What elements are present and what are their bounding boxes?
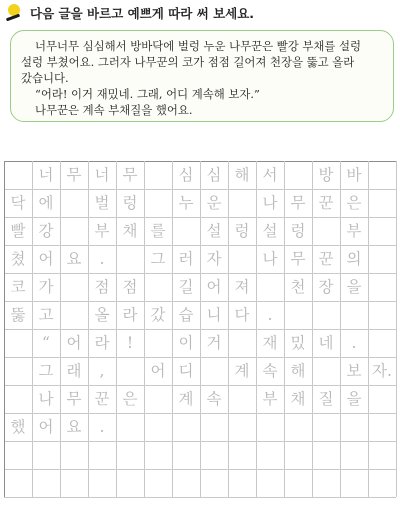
grid-cell[interactable]: 라 [94, 334, 110, 352]
grid-cell[interactable] [144, 189, 172, 217]
grid-cell[interactable] [368, 273, 396, 301]
grid-cell[interactable] [60, 469, 88, 497]
grid-cell[interactable]: 무 [290, 194, 306, 212]
grid-cell[interactable]: 채 [122, 222, 138, 240]
grid-cell[interactable] [368, 441, 396, 469]
grid-cell[interactable] [228, 329, 256, 357]
grid-cell[interactable] [200, 441, 228, 469]
grid-cell[interactable]: 그 [38, 362, 54, 380]
grid-cell[interactable]: 렁 [290, 222, 306, 240]
grid-cell[interactable]: . [267, 306, 273, 324]
grid-cell[interactable]: 부 [346, 222, 362, 240]
grid-cell[interactable] [4, 161, 32, 189]
grid-cell[interactable]: 어 [66, 334, 82, 352]
grid-cell[interactable] [368, 217, 396, 245]
grid-cell[interactable]: 습 [178, 306, 194, 324]
grid-cell[interactable]: 빨 [10, 222, 26, 240]
grid-row [4, 413, 396, 441]
grid-cell[interactable]: 렁 [122, 194, 138, 212]
pencil-circle-icon [6, 4, 24, 22]
grid-cell[interactable]: 은 [346, 194, 362, 212]
grid-cell[interactable] [340, 413, 368, 441]
grid-cell[interactable] [144, 161, 172, 189]
grid-cell[interactable] [4, 441, 32, 469]
grid-cell[interactable]: 어 [206, 278, 222, 296]
grid-cell[interactable] [144, 329, 172, 357]
grid-cell[interactable] [4, 469, 32, 497]
instruction-title: 다음 글을 바르고 예쁘게 따라 써 보세요. [30, 6, 255, 21]
grid-row [4, 385, 396, 413]
grid-cell[interactable] [32, 469, 60, 497]
grid-cell[interactable]: 벌 [94, 194, 110, 212]
grid-cell[interactable]: 누 [178, 194, 194, 212]
passage-line: 나무꾼은 계속 부채질을 했어요. [35, 103, 193, 117]
grid-cell[interactable] [368, 413, 396, 441]
grid-cell[interactable]: 요 [66, 250, 82, 268]
grid-cell[interactable]: 어 [38, 418, 54, 436]
reading-passage-box [10, 30, 394, 122]
grid-cell[interactable]: 자 [206, 250, 222, 268]
grid-cell[interactable] [88, 469, 116, 497]
grid-cell[interactable]: 서 [262, 166, 278, 184]
grid-cell[interactable]: , [99, 362, 105, 380]
grid-cell[interactable] [228, 245, 256, 273]
grid-row [4, 357, 396, 385]
grid-cell[interactable]: 코 [10, 278, 26, 296]
grid-cell[interactable]: 래 [66, 362, 82, 380]
grid-cell[interactable] [284, 441, 312, 469]
grid-cell[interactable]: 거 [206, 334, 222, 352]
grid-cell[interactable]: 러 [178, 250, 194, 268]
grid-cell[interactable]: 속 [262, 362, 278, 380]
grid-cell[interactable]: 을 [346, 278, 362, 296]
grid-cell[interactable]: 어 [38, 250, 54, 268]
grid-cell[interactable]: 나 [262, 250, 278, 268]
grid-cell[interactable]: 다 [234, 306, 250, 324]
grid-row [4, 469, 396, 497]
grid-cell[interactable]: 했 [10, 418, 26, 436]
grid-cell[interactable]: . [99, 250, 105, 268]
grid-cell[interactable]: 나 [262, 194, 278, 212]
grid-cell[interactable] [312, 469, 340, 497]
grid-cell[interactable]: 의 [346, 250, 362, 268]
grid-cell[interactable] [60, 301, 88, 329]
grid-line [396, 161, 397, 497]
grid-cell[interactable]: 꾼 [318, 194, 334, 212]
grid-cell[interactable] [4, 357, 32, 385]
grid-cell[interactable] [256, 273, 284, 301]
grid-cell[interactable]: 해 [234, 166, 250, 184]
grid-cell[interactable]: 재 [262, 334, 278, 352]
grid-row [4, 329, 396, 357]
grid-cell[interactable]: 계 [234, 362, 250, 380]
grid-cell[interactable]: 너 [94, 166, 110, 184]
grid-cell[interactable]: 렁 [234, 222, 250, 240]
grid-cell[interactable]: 길 [178, 278, 194, 296]
grid-cell[interactable] [284, 161, 312, 189]
passage-line: “어라! 이거 재밌네. 그래, 어디 계속해 보자.” [35, 87, 260, 101]
grid-cell[interactable] [4, 329, 32, 357]
grid-cell[interactable] [368, 469, 396, 497]
grid-row [4, 301, 396, 329]
grid-cell[interactable]: 설 [206, 222, 222, 240]
passage-line: 갔습니다. [21, 71, 69, 85]
grid-cell[interactable] [256, 441, 284, 469]
grid-cell[interactable]: 방 [318, 166, 334, 184]
grid-row [4, 161, 396, 189]
grid-cell[interactable] [368, 329, 396, 357]
grid-cell[interactable]: 올 [94, 306, 110, 324]
grid-line [4, 497, 396, 498]
grid-cell[interactable]: 이 [178, 334, 194, 352]
grid-cell[interactable]: 요 [66, 418, 82, 436]
grid-cell[interactable] [116, 413, 144, 441]
grid-cell[interactable] [340, 301, 368, 329]
grid-cell[interactable] [172, 441, 200, 469]
grid-cell[interactable] [172, 217, 200, 245]
grid-row [4, 217, 396, 245]
grid-cell[interactable]: 심 [178, 166, 194, 184]
grid-cell[interactable] [256, 469, 284, 497]
grid-cell[interactable] [60, 273, 88, 301]
grid-cell[interactable]: 무 [66, 166, 82, 184]
grid-cell[interactable] [88, 441, 116, 469]
grid-cell[interactable] [144, 273, 172, 301]
grid-cell[interactable] [284, 413, 312, 441]
grid-cell[interactable] [144, 413, 172, 441]
grid-cell[interactable]: 에 [38, 194, 54, 212]
grid-cell[interactable] [256, 413, 284, 441]
grid-cell[interactable] [200, 469, 228, 497]
grid-cell[interactable]: 바 [346, 166, 362, 184]
grid-cell[interactable]: 질 [318, 390, 334, 408]
grid-cell[interactable]: 너 [38, 166, 54, 184]
grid-cell[interactable]: 계 [178, 390, 194, 408]
grid-cell[interactable] [368, 161, 396, 189]
grid-cell[interactable]: 자. [372, 362, 392, 380]
grid-cell[interactable] [312, 441, 340, 469]
grid-cell[interactable]: 심 [206, 166, 222, 184]
grid-cell[interactable] [144, 385, 172, 413]
grid-cell[interactable] [144, 469, 172, 497]
grid-cell[interactable]: 꾼 [318, 250, 334, 268]
grid-cell[interactable] [116, 245, 144, 273]
grid-cell[interactable]: 설 [262, 222, 278, 240]
grid-cell[interactable] [284, 301, 312, 329]
grid-cell[interactable]: 점 [122, 278, 138, 296]
grid-cell[interactable] [200, 413, 228, 441]
grid-cell[interactable]: 가 [38, 278, 54, 296]
grid-row [4, 245, 396, 273]
grid-cell[interactable]: 라 [122, 306, 138, 324]
grid-cell[interactable] [32, 441, 60, 469]
grid-cell[interactable] [60, 217, 88, 245]
instruction-header [6, 2, 254, 24]
grid-cell[interactable]: . [351, 334, 357, 352]
grid-cell[interactable] [228, 441, 256, 469]
grid-cell[interactable]: 그 [150, 250, 166, 268]
grid-cell[interactable]: . [99, 418, 105, 436]
passage-line: 설렁 부쳤어요. 그러자 나무꾼의 코가 점점 길어져 천장을 뚫고 올라 [21, 55, 355, 69]
grid-cell[interactable]: 장 [318, 278, 334, 296]
grid-cell[interactable] [368, 189, 396, 217]
grid-cell[interactable]: 부 [262, 390, 278, 408]
grid-row [4, 273, 396, 301]
grid-cell[interactable]: ! [126, 334, 134, 352]
grid-cell[interactable] [116, 469, 144, 497]
grid-cell[interactable]: 보 [346, 362, 362, 380]
grid-cell[interactable]: 어 [150, 362, 166, 380]
grid-cell[interactable] [312, 217, 340, 245]
grid-cell[interactable]: 점 [94, 278, 110, 296]
grid-row [4, 441, 396, 469]
grid-cell[interactable] [368, 301, 396, 329]
grid-cell[interactable]: 를 [150, 222, 166, 240]
grid-cell[interactable]: 꾼 [94, 390, 110, 408]
grid-cell[interactable]: 네 [318, 334, 334, 352]
grid-cell[interactable] [340, 441, 368, 469]
passage-line: 너무너무 심심해서 방바닥에 벌렁 누운 나무꾼은 빨강 부채를 설렁 [35, 39, 362, 53]
grid-cell[interactable] [60, 441, 88, 469]
grid-cell[interactable]: 뚫 [10, 306, 26, 324]
writing-grid[interactable] [4, 161, 396, 513]
grid-cell[interactable]: 쳤 [10, 250, 26, 268]
grid-cell[interactable] [228, 189, 256, 217]
grid-cell[interactable]: 은 [122, 390, 138, 408]
grid-cell[interactable]: 을 [346, 390, 362, 408]
grid-cell[interactable]: 속 [206, 390, 222, 408]
grid-cell[interactable]: 갔 [150, 306, 166, 324]
grid-cell[interactable] [368, 245, 396, 273]
grid-cell[interactable] [228, 385, 256, 413]
grid-cell[interactable]: 무 [122, 166, 138, 184]
grid-cell[interactable]: 무 [290, 250, 306, 268]
grid-cell[interactable]: 부 [94, 222, 110, 240]
grid-cell[interactable]: 채 [290, 390, 306, 408]
grid-cell[interactable]: 닥 [10, 194, 26, 212]
grid-cell[interactable] [172, 469, 200, 497]
grid-cell[interactable] [200, 357, 228, 385]
grid-cell[interactable] [144, 441, 172, 469]
grid-cell[interactable]: 해 [290, 362, 306, 380]
grid-cell[interactable]: 고 [38, 306, 54, 324]
grid-row [4, 189, 396, 217]
grid-cell[interactable] [60, 189, 88, 217]
grid-cell[interactable] [312, 413, 340, 441]
grid-cell[interactable] [228, 413, 256, 441]
grid-cell[interactable]: 무 [66, 390, 82, 408]
grid-cell[interactable] [312, 301, 340, 329]
grid-cell[interactable]: 강 [38, 222, 54, 240]
grid-cell[interactable]: 디 [178, 362, 194, 380]
grid-cell[interactable] [4, 385, 32, 413]
grid-cell[interactable] [116, 441, 144, 469]
grid-cell[interactable]: “ [42, 334, 50, 352]
grid-cell[interactable]: 져 [234, 278, 250, 296]
grid-cell[interactable] [116, 357, 144, 385]
grid-cell[interactable] [172, 413, 200, 441]
grid-cell[interactable] [368, 385, 396, 413]
grid-cell[interactable]: 천 [290, 278, 306, 296]
grid-cell[interactable]: 니 [206, 306, 222, 324]
grid-cell[interactable] [284, 469, 312, 497]
grid-cell[interactable] [340, 469, 368, 497]
grid-cell[interactable]: 운 [206, 194, 222, 212]
grid-cell[interactable] [312, 357, 340, 385]
grid-cell[interactable]: 나 [38, 390, 54, 408]
grid-cell[interactable]: 밌 [290, 334, 306, 352]
grid-cell[interactable] [228, 469, 256, 497]
